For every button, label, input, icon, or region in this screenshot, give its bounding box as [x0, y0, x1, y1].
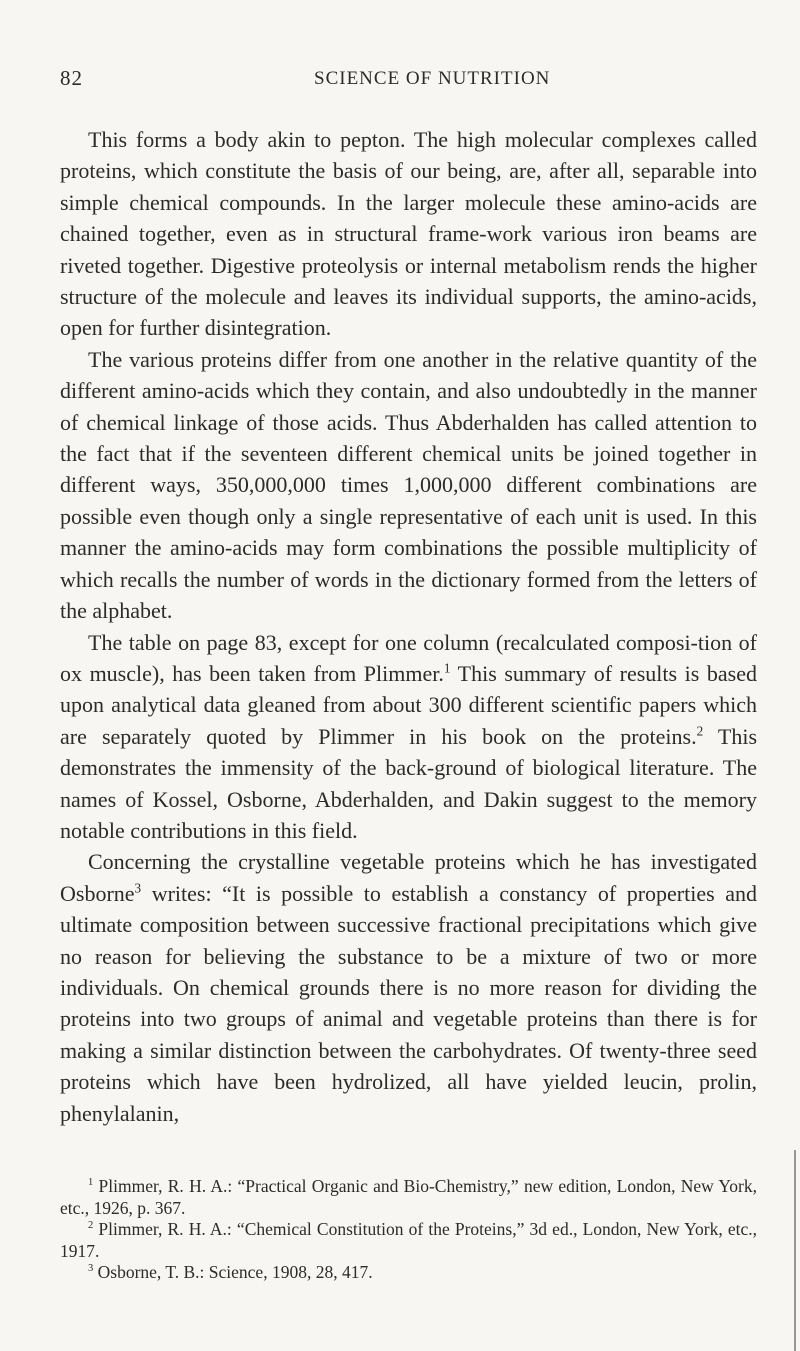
- scan-edge-shadow: [794, 1150, 796, 1351]
- footnote-3-text: Osborne, T. B.: Science, 1908, 28, 417.: [93, 1262, 373, 1282]
- paragraph-4-text-b: writes: “It is possible to establish a constancy of properties and ultimate composition between successive fractional precipitations which give no reason for believing the substance to be a mixture of two or more individuals. On chemical grounds there is no more reason for dividing the proteins into two groups of animal and vegetable proteins than there is for making a similar distinction between the carbohydrates. Of twenty-three seed proteins which have been hydrolized, all have yielded leucin, prolin, phenylalanin,: [60, 880, 757, 1126]
- running-title: SCIENCE OF NUTRITION: [314, 68, 551, 89]
- footnote-mark-1: 1: [88, 1177, 94, 1189]
- page-header: [60, 66, 760, 96]
- footnote-1: [60, 1176, 757, 1219]
- paragraph-1: This forms a body akin to pepton. The high molecular complexes called proteins, which constitute the basis of our being, are, after all, separable into simple chemical compounds. In the larger molecule these amino-acids are chained together, even as in structural frame-work various iron beams are riveted together. Digestive proteolysis or internal metabolism rends the higher structure of the molecule and leaves its individual supports, the amino-acids, open for further disintegration.: [60, 127, 757, 341]
- footnote-3: [60, 1262, 757, 1284]
- footnote-ref-3: 3: [134, 880, 142, 896]
- body-text: [60, 124, 757, 1129]
- footnote-2-text: Plimmer, R. H. A.: “Chemical Constitution of the Proteins,” 3d ed., London, New York, etc., 1917.: [60, 1219, 757, 1261]
- footnote-2: [60, 1219, 757, 1262]
- footnote-1-text: Plimmer, R. H. A.: “Practical Organic and Bio-Chemistry,” new edition, London, New York, etc., 1926, p. 367.: [60, 1176, 757, 1218]
- paragraph-3-text-a: The table on page 83, except for one column (recalculated composi-tion of ox muscle), has been taken from Plimmer.: [60, 629, 757, 686]
- footnote-ref-2: 2: [696, 723, 704, 739]
- footnotes: [60, 1176, 757, 1284]
- paragraph-3: [60, 627, 757, 847]
- footnote-ref-1: 1: [443, 660, 451, 676]
- paragraph-3-text-c: This demonstrates the immensity of the back-ground of biological literature. The names of Kossel, Osborne, Abderhalden, and Dakin suggest to the memory notable contributions in this field.: [60, 723, 758, 843]
- paragraph-2: The various proteins differ from one another in the relative quantity of the different amino-acids which they contain, and also undoubtedly in the manner of chemical linkage of those acids. Thus Abderhalden has called attention to the fact that if the seventeen different chemical units be joined together in different ways, 350,000,000 times 1,000,000 different combinations are possible even though only a single representative of each unit is used. In this manner the amino-acids may form combinations the possible multiplicity of which recalls the number of words in the dictionary formed from the letters of the alphabet.: [60, 346, 757, 624]
- footnote-mark-2: 2: [88, 1220, 94, 1232]
- paragraph-3-text-b: This summary of results is based upon analytical data gleaned from about 300 different scientific papers which are separately quoted by Plimmer in his book on the proteins.: [60, 660, 757, 749]
- paragraph-4: [60, 846, 757, 1129]
- footnote-mark-3: 3: [88, 1263, 94, 1275]
- page-number: 82: [60, 66, 83, 90]
- paragraph-4-text-a: Concerning the crystalline vegetable proteins which he has investigated Osborne: [60, 849, 757, 906]
